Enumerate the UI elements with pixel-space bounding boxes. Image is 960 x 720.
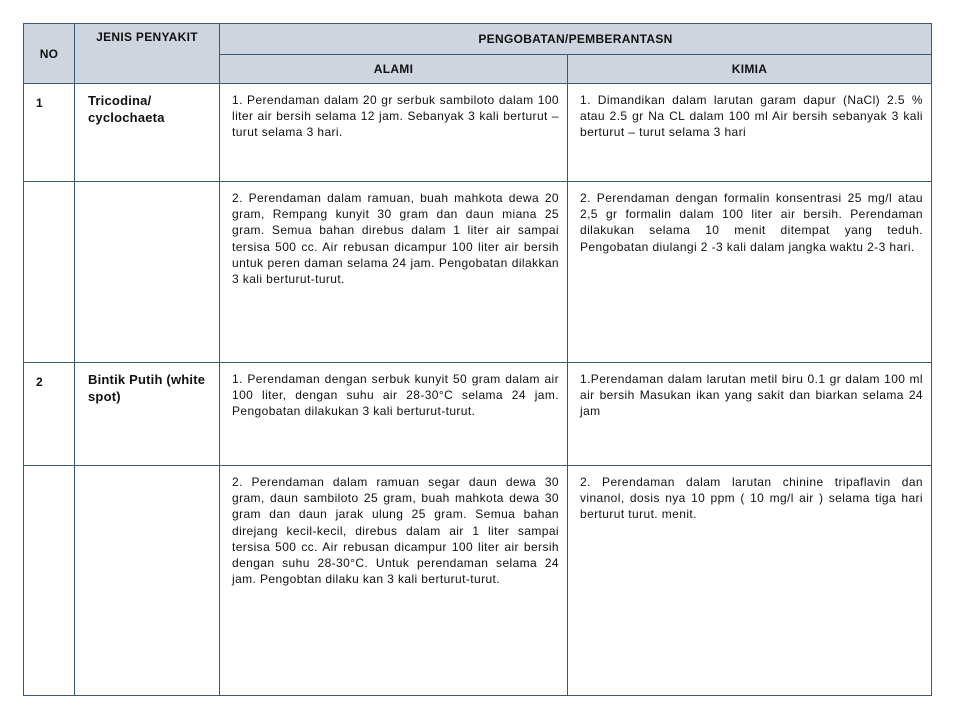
- natural-treatment-cell: [220, 182, 568, 363]
- treatment-table: [23, 23, 932, 696]
- table-row: [24, 84, 932, 182]
- natural-treatment-text: 2. Perendaman dalam ramuan segar daun dewa 30 gram, daun sambiloto 25 gram, buah mahkota dewa 30 gram dan daun jarak ulung 25 gram. Semua bahan direjang kecil-kecil, direbus dalam air 1 liter sampai tersisa 500 cc. Air rebusan dicampur 100 liter air bersih dengan suhu 28-30°C. Untuk perendaman selama 24 jam. Pengobtan dilaku kan 3 kali berturut-turut.: [232, 475, 559, 587]
- header-alami: ALAMI: [220, 55, 568, 84]
- row-number-cell: [24, 466, 75, 696]
- disease-cell: [75, 363, 220, 466]
- chemical-treatment-cell: [568, 363, 932, 466]
- row-number: 2: [36, 375, 43, 389]
- disease-name: [75, 182, 219, 190]
- natural-treatment-cell: [220, 466, 568, 696]
- header-row-top: [24, 24, 932, 55]
- header-no: NO: [24, 24, 75, 84]
- natural-treatment-cell: [220, 84, 568, 182]
- natural-treatment-text: 2. Perendaman dalam ramuan, buah mahkota dewa 20 gram, Rempang kunyit 30 gram dan daun miana 25 gram. Semua bahan direbus dalam 1 liter air sampai tersisa 500 cc. Air rebusan dicampur 100 liter air bersih untuk peren daman selama 24 jam. Pengobatan dilakkan 3 kali berturut-turut.: [232, 191, 559, 287]
- chemical-treatment-cell: [568, 84, 932, 182]
- disease-cell: [75, 182, 220, 363]
- row-number: 1: [36, 96, 43, 110]
- chemical-treatment-cell: [568, 182, 932, 363]
- header-jenis-penyakit: JENIS PENYAKIT: [75, 24, 220, 84]
- disease-name: Bintik Putih (white spot): [88, 372, 206, 404]
- natural-treatment-cell: [220, 363, 568, 466]
- chemical-treatment-text: 1. Dimandikan dalam larutan garam dapur (NaCl) 2.5 % atau 2.5 gr Na CL dalam 100 ml Air bersih sebanyak 3 kali berturut – turut selama 3 hari: [580, 93, 923, 140]
- row-number-cell: [24, 182, 75, 363]
- table-row: [24, 182, 932, 363]
- chemical-treatment-cell: [568, 466, 932, 696]
- chemical-treatment-text: 2. Perendaman dengan formalin konsentrasi 25 mg/l atau 2,5 gr formalin dalam 100 liter air bersih. Perendaman dilakukan selama 10 menit ditempat yang teduh. Pengobatan diulangi 2 -3 kali dalam jangka waktu 2-3 hari.: [580, 191, 923, 254]
- disease-cell: [75, 466, 220, 696]
- header-kimia: KIMIA: [568, 55, 932, 84]
- table-row: [24, 363, 932, 466]
- disease-name: [75, 466, 219, 474]
- disease-name: Tricodina/ cyclochaeta: [88, 93, 165, 125]
- chemical-treatment-text: 2. Perendaman dalam larutan chinine tripaflavin dan vinanol, dosis nya 10 ppm ( 10 mg/l air ) selama tiga hari berturut turut. menit.: [580, 475, 923, 522]
- header-pengobatan: PENGOBATAN/PEMBERANTASN: [220, 24, 932, 55]
- chemical-treatment-text: 1.Perendaman dalam larutan metil biru 0.1 gr dalam 100 ml air bersih Masukan ikan yang sakit dan biarkan selama 24 jam: [580, 372, 923, 419]
- row-number-cell: [24, 84, 75, 182]
- natural-treatment-text: 1. Perendaman dengan serbuk kunyit 50 gram dalam air 100 liter, dengan suhu air 28-30°C selama 24 jam. Pengobatan dilakukan 3 kali berturut-turut.: [232, 372, 559, 419]
- row-number: [24, 182, 74, 194]
- row-number-cell: [24, 363, 75, 466]
- natural-treatment-text: 1. Perendaman dalam 20 gr serbuk sambiloto dalam 100 liter air bersih selama 12 jam. Sebanyak 3 kali berturut – turut selama 3 hari.: [232, 93, 559, 140]
- disease-cell: [75, 84, 220, 182]
- table-row: [24, 466, 932, 696]
- row-number: [24, 466, 74, 478]
